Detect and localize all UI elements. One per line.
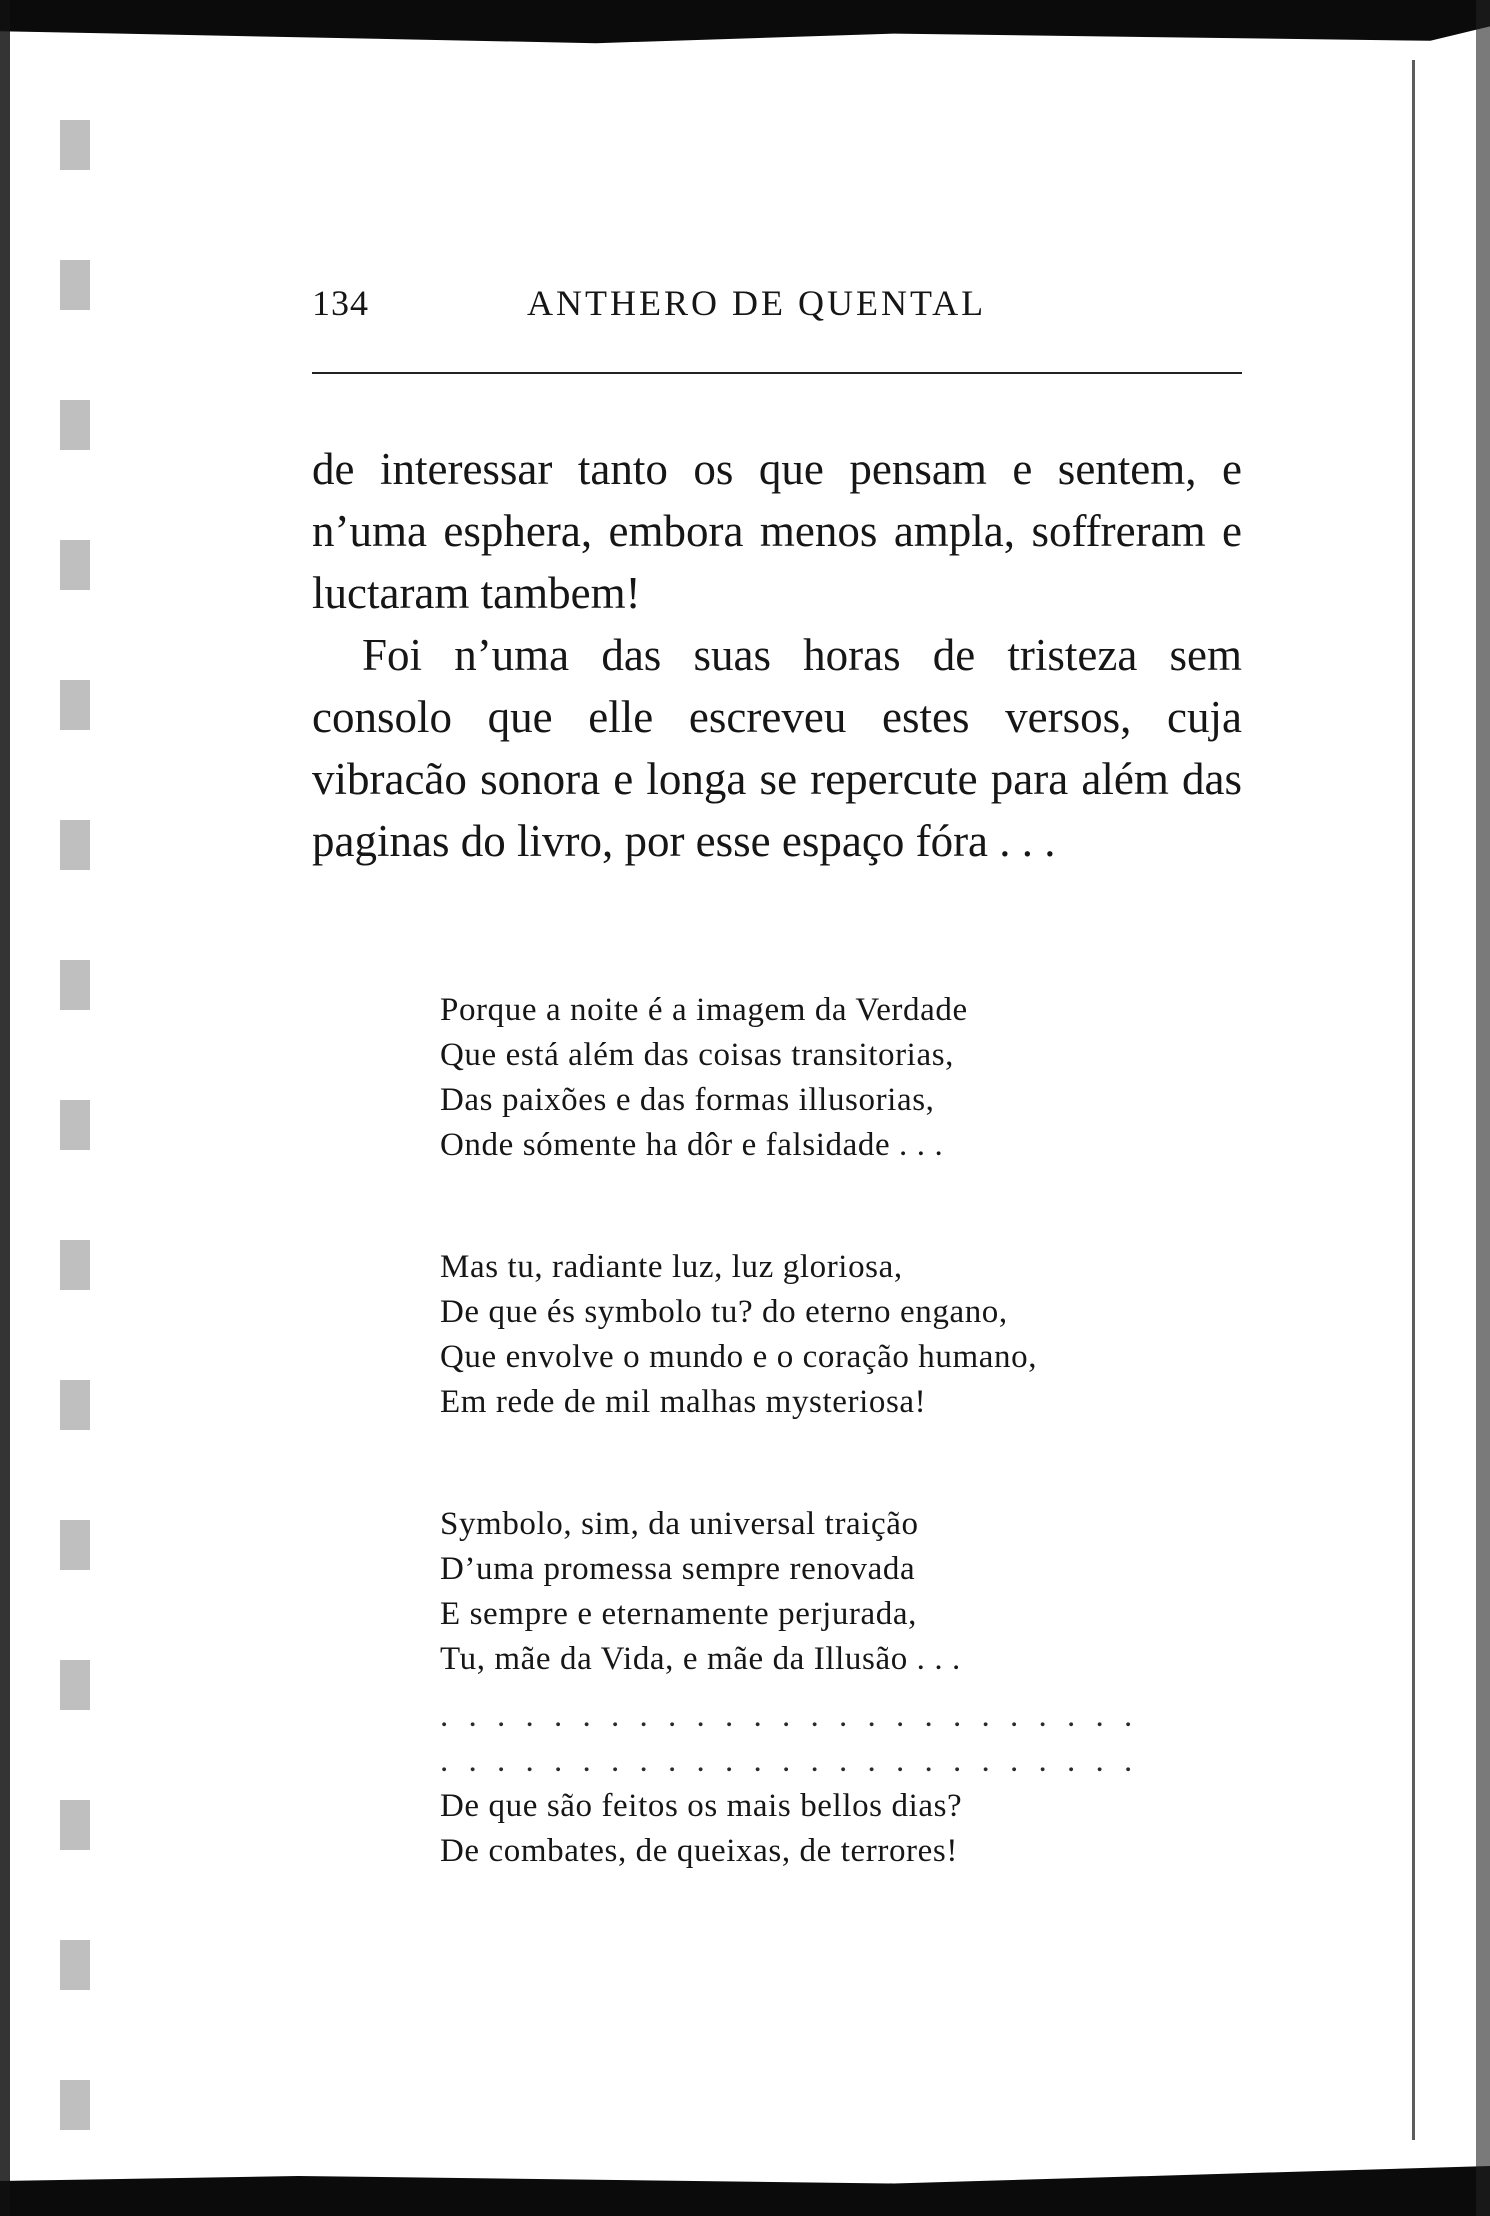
bleed-through-marks [60,80,90,2130]
scan-edge-left [0,0,10,2216]
scan-edge-top [0,0,1490,48]
verse-line: Que envolve o mundo e o coração humano, [440,1339,1038,1375]
verse-line: Das paixões e das formas illusorias, [440,1082,935,1118]
stanza-2 [440,1245,1240,1425]
page-number: 134 [312,283,369,323]
ellipsis-lines [440,1694,1240,1784]
scan-edge-right [1476,0,1490,2216]
verse-line: Porque a noite é a imagem da Verdade [440,992,968,1028]
verse-line: E sempre e eternamente perjurada, [440,1596,917,1632]
dotted-line: . . . . . . . . . . . . . . . . . . . . . . . . . [440,1698,1139,1734]
final-stanza [440,1784,1240,1874]
verse-line: De combates, de queixas, de terrores! [440,1833,958,1869]
page-fold-line [1412,60,1415,2140]
verse-line: Em rede de mil malhas mysteriosa! [440,1384,927,1420]
paragraph: Foi n’uma das suas horas de tristeza sem consolo que elle escreveu estes versos, cuja vibracão sonora e longa se repercute para além das paginas do livro, por esse espaço fóra . . . [312,630,1242,866]
verse-line: De que és symbolo tu? do eterno engano, [440,1294,1008,1330]
verse-line: Symbolo, sim, da universal traição [440,1506,919,1542]
verse-line: Tu, mãe da Vida, e mãe da Illusão . . . [440,1641,961,1677]
scan-edge-bottom [0,2166,1490,2216]
verse-line: D’uma promessa sempre renovada [440,1551,916,1587]
paragraph-continuation: de interessar tanto os que pensam e sentem, e n’uma esphera, embora menos ampla, soffreram e luctaram tambem! [312,444,1242,618]
stanza-1 [440,988,1240,1168]
running-title: ANTHERO DE QUENTAL [527,283,987,323]
verse-line: Onde sómente ha dôr e falsidade . . . [440,1127,944,1163]
verse-line: De que são feitos os mais bellos dias? [440,1788,963,1824]
verse-line: Que está além das coisas transitorias, [440,1037,954,1073]
dotted-line: . . . . . . . . . . . . . . . . . . . . . . . . . [440,1743,1139,1779]
running-head [312,282,1242,332]
poem [440,988,1240,1874]
stanza-3 [440,1502,1240,1682]
prose-body [312,438,1242,872]
verse-line: Mas tu, radiante luz, luz gloriosa, [440,1249,903,1285]
header-rule [312,372,1242,374]
